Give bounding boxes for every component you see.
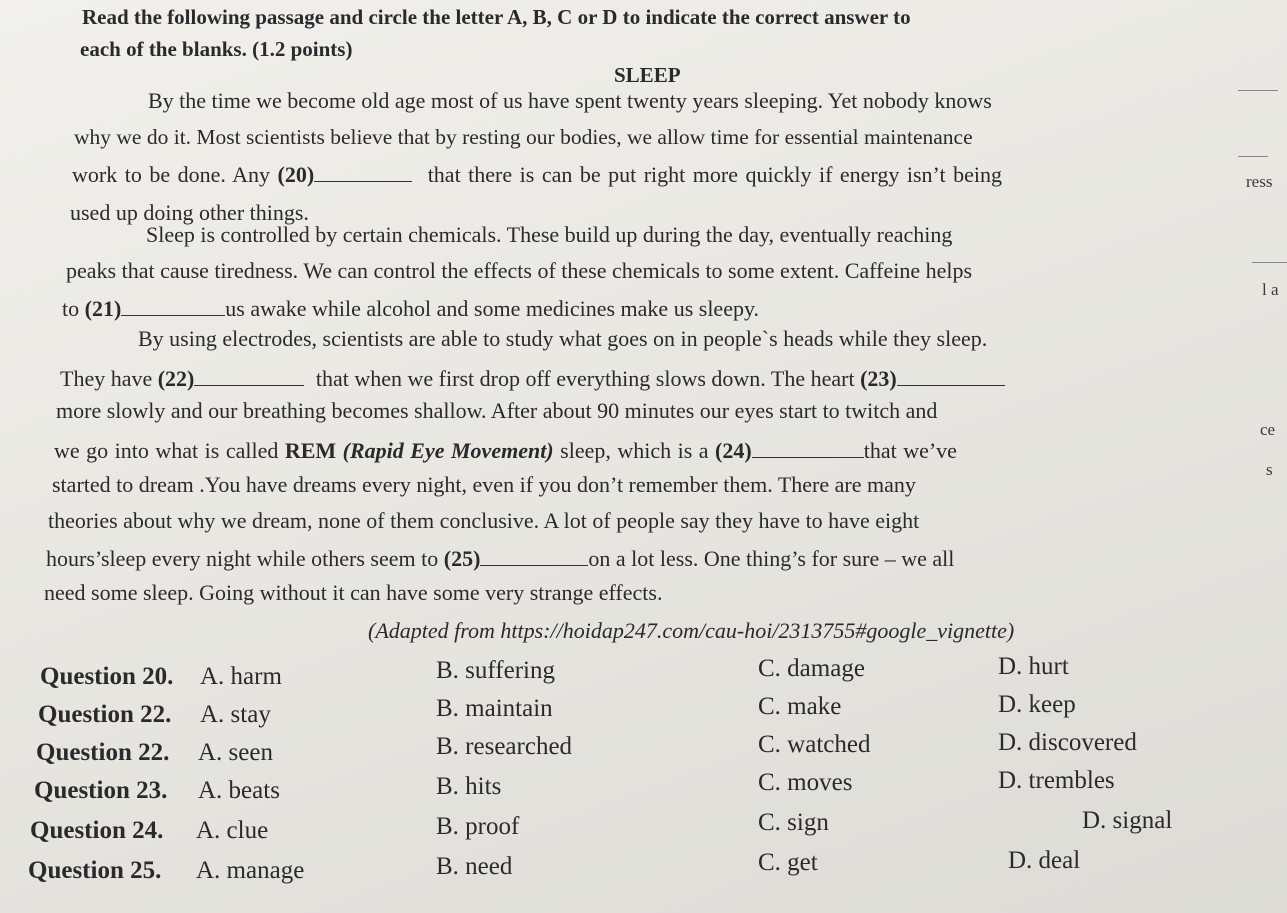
- option-b[interactable]: B. need: [436, 853, 513, 880]
- passage-line: Sleep is controlled by certain chemicals. These build up during the day, eventually reaching: [146, 222, 953, 247]
- option-c[interactable]: C. damage: [758, 655, 865, 682]
- option-d[interactable]: D. deal: [1008, 847, 1081, 874]
- option-b[interactable]: B. proof: [436, 813, 520, 840]
- passage-line: [62, 296, 759, 322]
- option-b[interactable]: B. suffering: [436, 657, 555, 684]
- blank-number-23: (23): [860, 366, 897, 391]
- question-label: Question 25.: [28, 857, 162, 884]
- option-a[interactable]: A. harm: [200, 663, 282, 690]
- passage-text: hours’sleep every night while others seem to: [46, 546, 439, 571]
- option-b[interactable]: B. hits: [436, 773, 502, 800]
- passage-title: SLEEP: [614, 63, 681, 87]
- passage-text: that when we first drop off everything slows down. The heart: [315, 366, 855, 391]
- passage-text: to: [62, 296, 80, 321]
- question-label: Question 20.: [40, 663, 174, 690]
- edge-fragment: ress: [1246, 172, 1273, 191]
- option-a[interactable]: A. seen: [198, 739, 273, 766]
- option-a[interactable]: A. clue: [196, 817, 269, 844]
- blank-number-22: (22): [157, 366, 195, 391]
- option-b[interactable]: B. maintain: [436, 695, 553, 722]
- passage-text: sleep, which is a: [560, 438, 709, 463]
- blank-number-21: (21): [84, 296, 122, 321]
- passage-text: we go into what is called: [54, 438, 279, 463]
- option-b[interactable]: B. researched: [436, 733, 573, 760]
- blank-20: [314, 163, 412, 182]
- source-citation: (Adapted from https://hoidap247.com/cau-hoi/2313755#google_vignette): [368, 618, 1015, 643]
- passage-text: that we’ve: [863, 438, 957, 463]
- passage-line: used up doing other things.: [70, 200, 309, 225]
- blank-22: [194, 367, 304, 386]
- passage-line: started to dream .You have dreams every night, even if you don’t remember them. There are many: [52, 472, 916, 497]
- option-d[interactable]: D. discovered: [998, 729, 1137, 756]
- option-d[interactable]: D. trembles: [998, 767, 1115, 794]
- option-d[interactable]: D. signal: [1082, 807, 1173, 834]
- option-c[interactable]: C. watched: [758, 731, 871, 758]
- blank-24: [752, 439, 864, 458]
- passage-line: [60, 366, 1005, 392]
- edge-fragment: ce: [1260, 420, 1276, 439]
- edge-rule: [1252, 262, 1287, 263]
- question-label: Question 23.: [34, 777, 168, 804]
- rem-full-term: (Rapid Eye Movement): [342, 438, 554, 463]
- option-d[interactable]: D. hurt: [998, 653, 1069, 680]
- edge-fragment: s: [1266, 460, 1273, 479]
- blank-number-25: (25): [443, 546, 481, 571]
- passage-line: need some sleep. Going without it can have some very strange effects.: [44, 580, 663, 605]
- option-a[interactable]: A. stay: [200, 701, 271, 728]
- edge-fragment: l a: [1262, 280, 1279, 299]
- passage-text: They have: [60, 366, 153, 391]
- edge-rule: [1238, 156, 1268, 157]
- passage-line: By the time we become old age most of us have spent twenty years sleeping. Yet nobody knows: [148, 88, 992, 113]
- rem-term: REM: [284, 438, 337, 463]
- question-label: Question 24.: [30, 817, 164, 844]
- option-c[interactable]: C. make: [758, 693, 842, 720]
- option-a[interactable]: A. manage: [196, 857, 305, 884]
- question-label: Question 22.: [36, 739, 170, 766]
- instructions-line-2: each of the blanks. (1.2 points): [80, 37, 353, 61]
- blank-25: [480, 547, 588, 566]
- option-c[interactable]: C. get: [758, 849, 818, 876]
- blank-number-24: (24): [715, 438, 752, 463]
- passage-line: By using electrodes, scientists are able to study what goes on in people`s heads while they sleep.: [138, 326, 988, 351]
- passage-text: work to be done. Any: [72, 162, 271, 187]
- instructions-line-1: Read the following passage and circle the letter A, B, C or D to indicate the correct answer to: [82, 5, 911, 29]
- edge-rule: [1238, 90, 1278, 91]
- passage-text: on a lot less. One thing’s for sure – we all: [588, 546, 955, 571]
- blank-21: [121, 297, 225, 316]
- blank-number-20: (20): [277, 162, 315, 187]
- option-c[interactable]: C. moves: [758, 769, 853, 796]
- option-a[interactable]: A. beats: [198, 777, 280, 804]
- passage-line: why we do it. Most scientists believe that by resting our bodies, we allow time for essential maintenance: [74, 125, 973, 149]
- blank-23: [897, 367, 1005, 386]
- passage-text: that there is can be put right more quickly if energy isn’t being: [427, 162, 1002, 187]
- option-d[interactable]: D. keep: [998, 691, 1076, 718]
- passage-text: us awake while alcohol and some medicines make us sleepy.: [225, 296, 760, 321]
- passage-line: [46, 546, 954, 572]
- question-label: Question 22.: [38, 701, 172, 728]
- passage-line: [72, 162, 1002, 188]
- passage-line: more slowly and our breathing becomes shallow. After about 90 minutes our eyes start to twitch and: [56, 398, 938, 423]
- passage-line: peaks that cause tiredness. We can control the effects of these chemicals to some extent. Caffeine helps: [66, 258, 973, 283]
- passage-line: [54, 438, 957, 464]
- passage-line: theories about why we dream, none of them conclusive. A lot of people say they have to have eight: [48, 508, 920, 533]
- option-c[interactable]: C. sign: [758, 809, 829, 836]
